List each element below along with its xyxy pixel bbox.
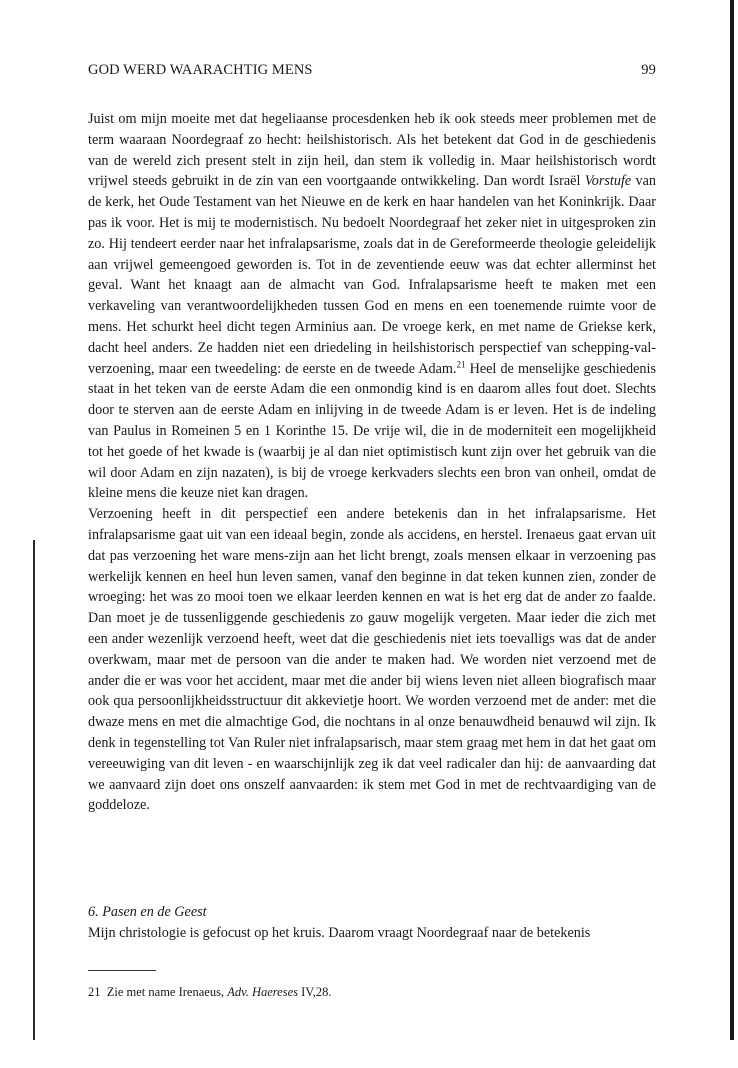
footnote-text: Zie met name Irenaeus, xyxy=(106,985,228,999)
page-edge-shadow-left xyxy=(33,540,35,1040)
section-6 xyxy=(88,902,656,944)
footnote-italic-title: Adv. Haereses xyxy=(227,985,298,999)
body-text xyxy=(88,109,656,816)
page-number: 99 xyxy=(641,62,656,78)
footnote-reference[interactable]: 21 xyxy=(456,358,466,369)
footnote xyxy=(88,985,656,1000)
section-text: Mijn christologie is gefocust op het kruis. Daarom vraagt Noordegraaf naar de betekenis xyxy=(88,924,591,941)
paragraph-1-part-3: Heel de menselijke geschiedenis staat in het teken van de eerste Adam die een onmondig kind is en daarom alles fout doet. Slechts door te sterven aan de eerste Adam en inlijving in de tweede Adam is er leven. Het is de indeling van Paulus in Romeinen 5 en 1 Korinthe 15. De vrije wil, die in de moderniteit een mogelijkheid tot het goede of het kwade is (waarbij je al dan niet optimistisch kunt zijn over het gebruik van die wil door Adam en zijn nazaten), is bij de vroege kerkvaders slechts een bron van onheil, omdat de kleine mens die keuze niet kan dragen. xyxy=(88,360,656,502)
footnote-number: 21 xyxy=(88,985,101,999)
paragraph-1-part-1: Juist om mijn moeite met dat hegeliaanse procesdenken heb ik ook steeds meer problemen met de term waaraan Noordegraaf zo hecht: heilshistorisch. Als het betekent dat God in de geschiedenis van de wereld zich present stelt in zijn heil, dan stem ik volledig in. Maar heilshistorisch wordt vrijwel steeds gebruikt in de zin van een voortgaande ontwikkeling. Dan wordt Israël xyxy=(88,111,656,190)
footnote-divider xyxy=(88,970,156,971)
page-edge-shadow xyxy=(730,0,734,1040)
footnote-text-end: IV,28. xyxy=(298,985,332,999)
section-heading: 6. Pasen en de Geest xyxy=(88,904,207,920)
italic-term: Vorstufe xyxy=(584,173,632,190)
running-title: GOD WERD WAARACHTIG MENS xyxy=(88,62,313,78)
paragraph-1-part-2: van de kerk, het Oude Testament van het Nieuwe en de kerk en haar handelen van het Koninkrijk. Daar pas ik voor. Het is mij te modernistisch. Nu bedoelt Noordegraaf het zeker niet in uitgesproken zin zo. Hij tendeert eerder naar het infralapsarisme, zoals dat in de Gereformeerde theologie geleidelijk aan vrijwel gemeengoed geworden is. Tot in de zeventiende eeuw was dat echter allerminst het geval. Want het knaagt aan de almacht van God. Infralapsarisme heeft te maken met een verkaveling van verantwoordelijkheden tussen God en mens en een toenemende ruimte voor de mens. Het schurkt heel dicht tegen Arminius aan. De vroege kerk, en met name de Griekse kerk, dacht heel anders. Ze hadden niet een driedeling in heilshistorisch perspectief van schepping-val-verzoening, maar een tweedeling: de eerste en de tweede Adam. xyxy=(88,173,656,377)
paragraph-1 xyxy=(88,109,656,504)
paragraph-2: Verzoening heeft in dit perspectief een andere betekenis dan in het infralapsarisme. Het infralapsarisme gaat uit van een ideaal begin, zonde als accidens, en herstel. Irenaeus gaat ervan uit dat pas verzoening het ware mens-zijn aan het licht brengt, zoals mensen elkaar in verzoening pas werkelijk kennen en heel hun leven samen, vanaf den beginne in dat teken kunnen zien, zonder de wroeging: het was zo mooi toen we elkaar leerden kennen en wat is het erg dat de ander zo faalde. Dan moet je de tussenliggende geschiedenis zo gauw mogelijk vergeten. Maar ieder die zich met een ander wezenlijk verzoend heeft, weet dat die geschiedenis niet iets toevalligs was dat de ander overkwam, maar met de persoon van die ander te maken had. We worden niet verzoend met de ander die er was voor het accident, maar met die ander bij wiens leven niet alleen biografisch maar ook qua persoonlijkheidsstructuur dit akkevietje hoort. We worden verzoend met de ander: met die dwaze mens en met die almachtige God, die nochtans in al onze benauwdheid benauwd wil zijn. Ik denk in tegenstelling tot Van Ruler niet infralapsarisch, maar stem graag met hem in dat het gaat om vereeuwiging van dit leven - en waarschijnlijk zeg ik dat veel radicaler dan hij: de aanvaarding dat we aanvaard zijn doet ons onszelf aanvaarden: ik stem met God in met de rechtvaardiging van de goddeloze. xyxy=(88,506,656,814)
